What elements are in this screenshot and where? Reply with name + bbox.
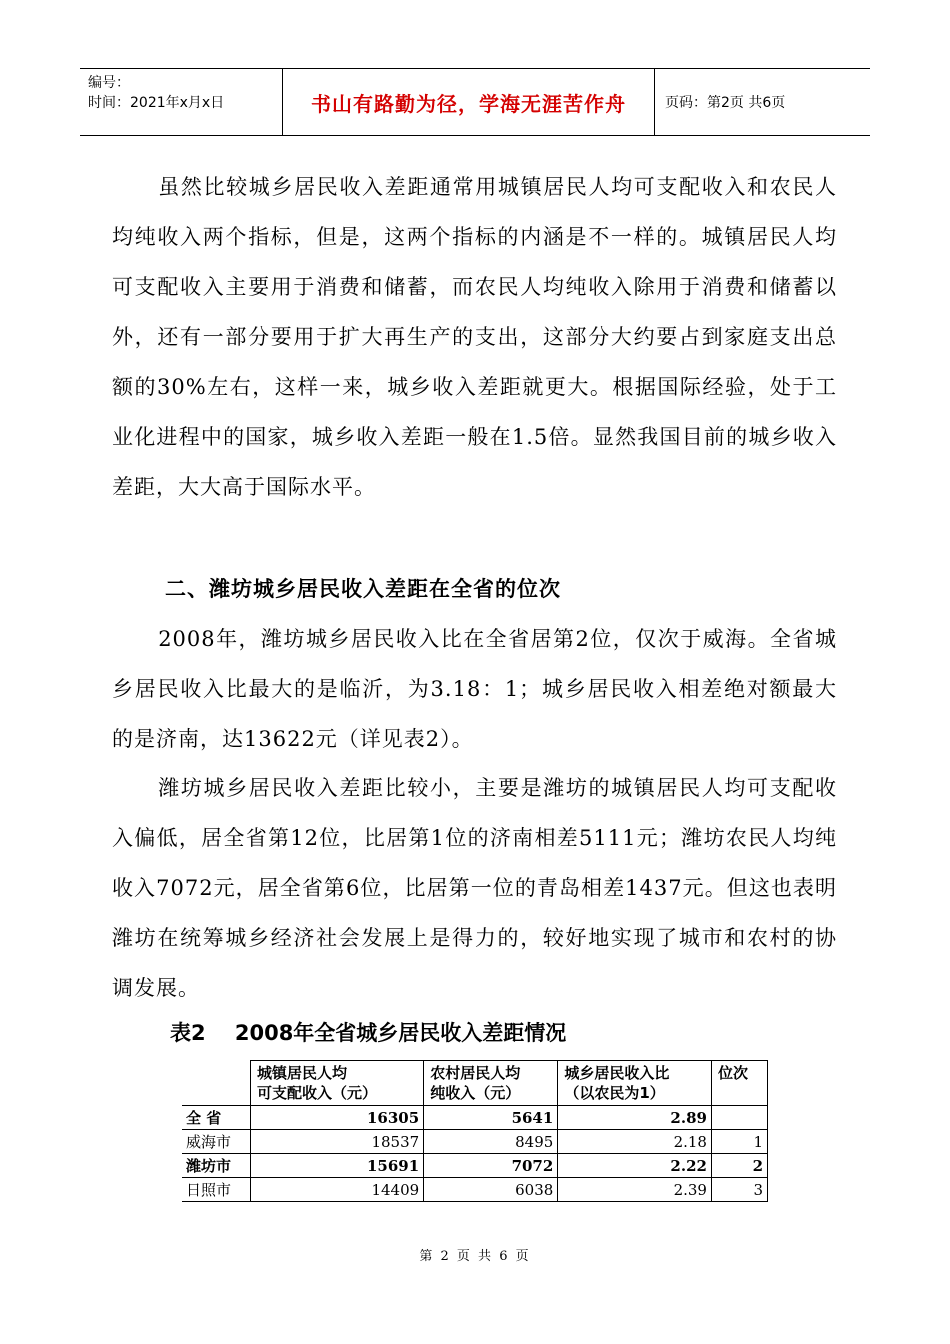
table-row — [182, 1106, 768, 1130]
paragraph-1: 虽然比较城乡居民收入差距通常用城镇居民人均可支配收入和农民人均纯收入两个指标，但是，这两个指标的内涵是不一样的。城镇居民人均可支配收入主要用于消费和储蓄，而农民人均纯收入除用于消费和储蓄以外，还有一部分要用于扩大再生产的支出，这部分大约要占到家庭支出总额的30%左右，这样一来，城乡收入差距就更大。根据国际经验，处于工业化进程中的国家，城乡收入差距一般在1.5倍。显然我国目前的城乡收入差距，大大高于国际水平。 — [112, 175, 837, 499]
header-page-label: 页码：第2页 共6页 — [665, 95, 786, 111]
section-heading: 二、潍坊城乡居民收入差距在全省的位次 — [165, 577, 561, 601]
header-meta — [80, 69, 283, 135]
row-rural: 6038 — [424, 1178, 558, 1202]
table-caption: 表2 2008年全省城乡居民收入差距情况 — [170, 1021, 567, 1045]
row-name: 全 省 — [182, 1106, 251, 1130]
row-rank: 3 — [711, 1178, 767, 1202]
table-row — [182, 1154, 768, 1178]
row-rank: 1 — [711, 1130, 767, 1154]
paragraph-3: 潍坊城乡居民收入差距比较小，主要是潍坊的城镇居民人均可支配收入偏低，居全省第12位，比居第1位的济南相差5111元；潍坊农民人均纯收入7072元，居全省第6位，比居第一位的青岛相差1437元。但这也表明潍坊在统筹城乡经济社会发展上是得力的，较好地实现了城市和农村的协调发展。 — [112, 776, 837, 1000]
page-footer: 第 2 页 共 6 页 — [419, 1249, 531, 1264]
row-ratio: 2.89 — [558, 1106, 712, 1130]
row-name: 日照市 — [182, 1178, 251, 1202]
paragraph-2: 2008年，潍坊城乡居民收入比在全省居第2位，仅次于威海。全省城乡居民收入比最大的是临沂，为3.18：1；城乡居民收入相差绝对额最大的是济南，达13622元（详见表2）。 — [112, 627, 837, 751]
table-header-rank: 位次 — [711, 1061, 767, 1106]
header-number-label: 编号： — [88, 75, 130, 91]
row-rural: 5641 — [424, 1106, 558, 1130]
header-motto: 书山有路勤为径，学海无涯苦作舟 — [283, 69, 655, 135]
row-name: 威海市 — [182, 1130, 251, 1154]
row-rural: 7072 — [424, 1154, 558, 1178]
row-rank: 2 — [711, 1154, 767, 1178]
row-urban: 18537 — [251, 1130, 424, 1154]
row-ratio: 2.39 — [558, 1178, 712, 1202]
row-name: 潍坊市 — [182, 1154, 251, 1178]
header-time-label: 时间：2021年x月x日 — [88, 95, 225, 111]
row-urban: 14409 — [251, 1178, 424, 1202]
table-row — [182, 1130, 768, 1154]
row-urban: 16305 — [251, 1106, 424, 1130]
row-urban: 15691 — [251, 1154, 424, 1178]
table-row — [182, 1178, 768, 1202]
row-rural: 8495 — [424, 1130, 558, 1154]
row-ratio: 2.22 — [558, 1154, 712, 1178]
table-header-row — [182, 1061, 768, 1106]
page-header — [80, 68, 870, 136]
table-header-rural: 农村居民人均 纯收入（元） — [424, 1061, 558, 1106]
table-header-urban: 城镇居民人均 可支配收入（元） — [251, 1061, 424, 1106]
income-gap-table — [182, 1060, 768, 1202]
table-header-ratio: 城乡居民收入比 （以农民为1） — [558, 1061, 712, 1106]
row-ratio: 2.18 — [558, 1130, 712, 1154]
row-rank — [711, 1106, 767, 1130]
table-header-corner — [182, 1061, 251, 1106]
